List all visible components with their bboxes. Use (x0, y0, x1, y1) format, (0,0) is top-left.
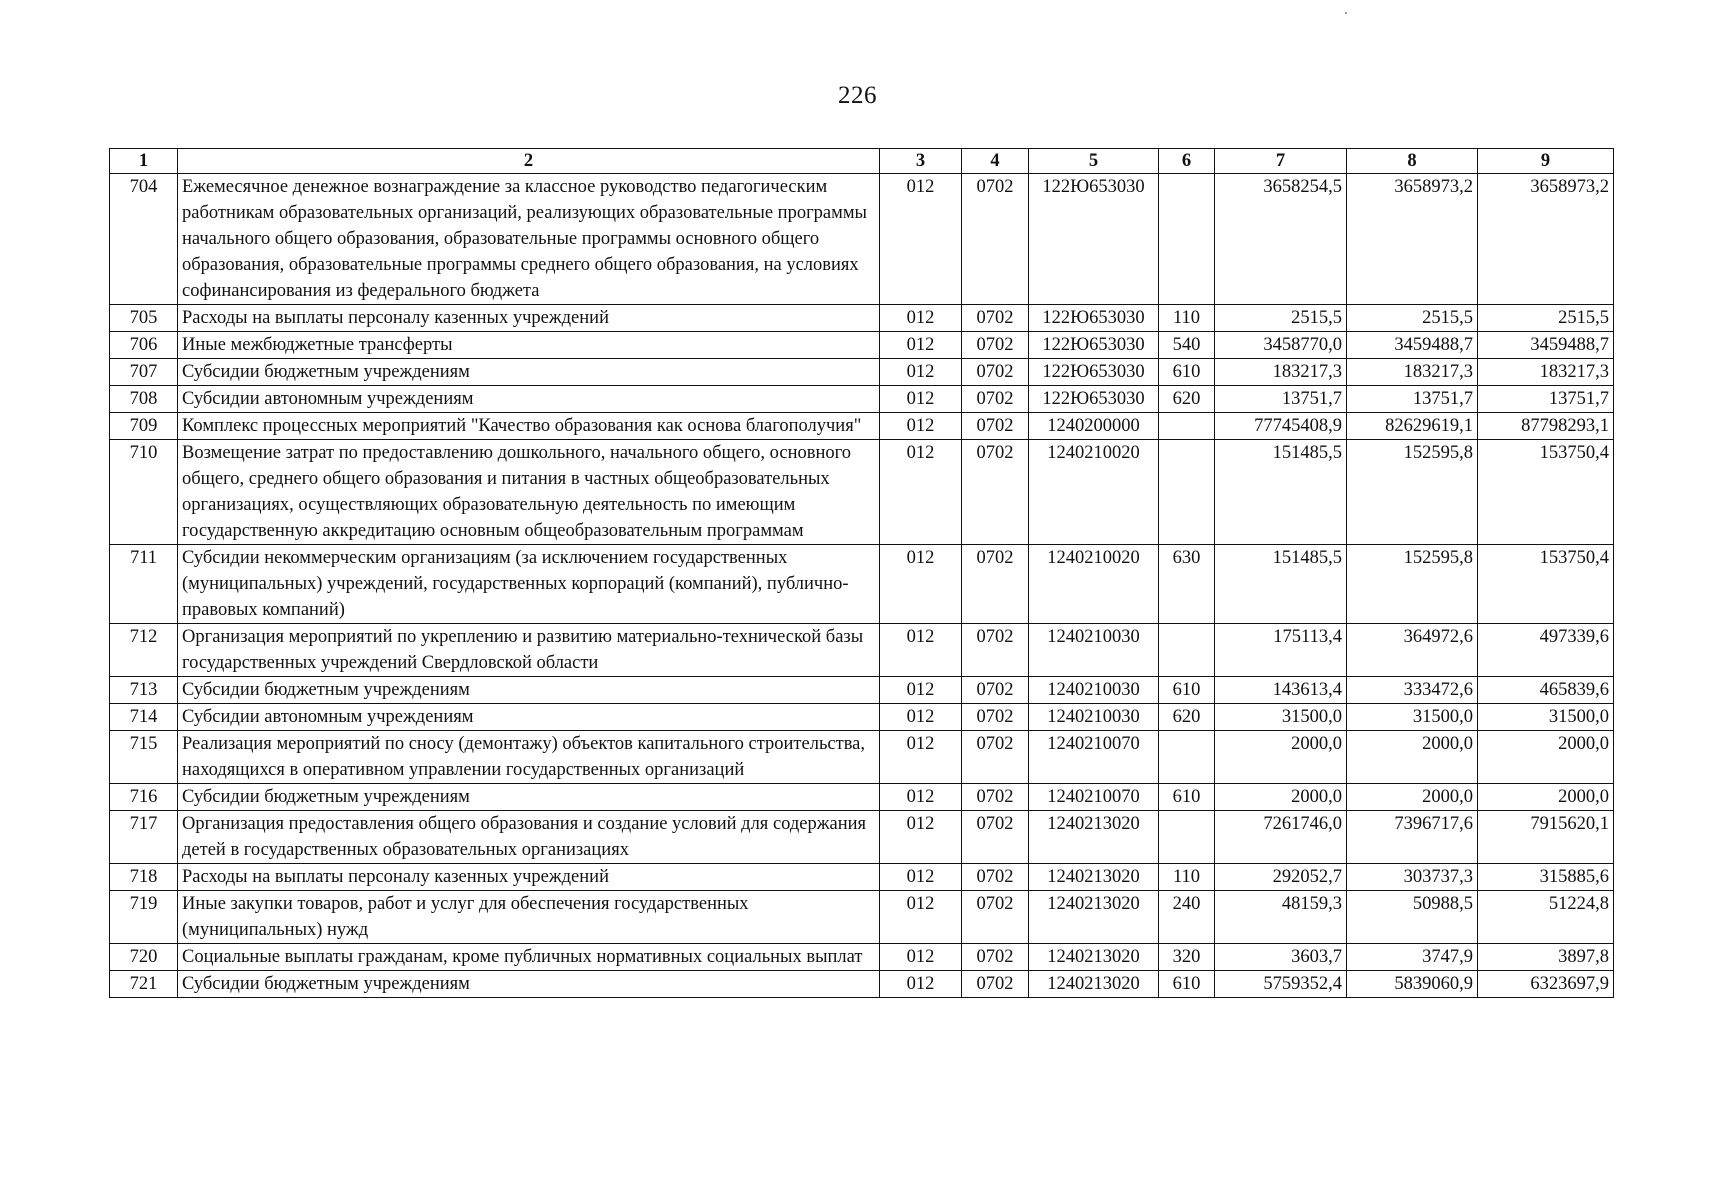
row-expense-type: 320 (1159, 944, 1215, 971)
row-number: 708 (110, 386, 178, 413)
row-amount-3: 13751,7 (1478, 386, 1614, 413)
row-amount-1: 5759352,4 (1215, 971, 1347, 998)
row-name: Ежемесячное денежное вознаграждение за классное руководство педагогическим работникам образовательных организаций, реализующих образовательные программы начального общего образования, образовательные программы основного общего образования, образовательные программы среднего общего образования, на условиях софинансирования из федерального бюджета (178, 174, 880, 305)
row-ministry-code: 012 (880, 359, 962, 386)
row-number: 713 (110, 677, 178, 704)
row-ministry-code: 012 (880, 624, 962, 677)
row-target-code: 1240213020 (1029, 864, 1159, 891)
row-amount-2: 7396717,6 (1347, 811, 1478, 864)
row-name: Субсидии бюджетным учреждениям (178, 971, 880, 998)
row-expense-type: 110 (1159, 305, 1215, 332)
table-row (110, 944, 1614, 971)
row-number: 709 (110, 413, 178, 440)
header-col-4: 4 (962, 149, 1029, 174)
row-amount-1: 13751,7 (1215, 386, 1347, 413)
row-target-code: 1240213020 (1029, 811, 1159, 864)
row-target-code: 1240210030 (1029, 704, 1159, 731)
row-section-code: 0702 (962, 811, 1029, 864)
row-target-code: 1240210070 (1029, 731, 1159, 784)
row-amount-3: 315885,6 (1478, 864, 1614, 891)
table-row (110, 784, 1614, 811)
row-amount-1: 151485,5 (1215, 440, 1347, 545)
row-amount-3: 51224,8 (1478, 891, 1614, 944)
row-expense-type: 630 (1159, 545, 1215, 624)
header-col-1: 1 (110, 149, 178, 174)
row-amount-2: 364972,6 (1347, 624, 1478, 677)
table-row (110, 305, 1614, 332)
table-row (110, 545, 1614, 624)
row-section-code: 0702 (962, 944, 1029, 971)
row-number: 710 (110, 440, 178, 545)
row-target-code: 1240213020 (1029, 971, 1159, 998)
row-number: 706 (110, 332, 178, 359)
row-ministry-code: 012 (880, 971, 962, 998)
row-target-code: 1240210030 (1029, 677, 1159, 704)
row-number: 705 (110, 305, 178, 332)
row-section-code: 0702 (962, 864, 1029, 891)
row-amount-2: 82629619,1 (1347, 413, 1478, 440)
row-amount-2: 152595,8 (1347, 440, 1478, 545)
table-row (110, 174, 1614, 305)
row-name: Субсидии некоммерческим организациям (за исключением государственных (муниципальных) учреждений, государственных корпораций (компаний), публично-правовых компаний) (178, 545, 880, 624)
table-row (110, 971, 1614, 998)
row-amount-3: 2000,0 (1478, 784, 1614, 811)
row-name: Субсидии автономным учреждениям (178, 704, 880, 731)
row-number: 715 (110, 731, 178, 784)
table-row (110, 332, 1614, 359)
row-expense-type: 610 (1159, 971, 1215, 998)
row-expense-type (1159, 811, 1215, 864)
row-number: 719 (110, 891, 178, 944)
row-section-code: 0702 (962, 545, 1029, 624)
header-col-8: 8 (1347, 149, 1478, 174)
row-ministry-code: 012 (880, 944, 962, 971)
row-number: 711 (110, 545, 178, 624)
row-target-code: 1240210070 (1029, 784, 1159, 811)
row-target-code: 122Ю653030 (1029, 174, 1159, 305)
row-amount-1: 183217,3 (1215, 359, 1347, 386)
row-expense-type (1159, 174, 1215, 305)
row-amount-2: 3747,9 (1347, 944, 1478, 971)
row-number: 704 (110, 174, 178, 305)
row-name: Возмещение затрат по предоставлению дошкольного, начального общего, основного общего, среднего общего образования и питания в частных общеобразовательных организациях, осуществляющих образовательную деятельность по имеющим государственную аккредитацию основным общеобразовательным программам (178, 440, 880, 545)
row-target-code: 122Ю653030 (1029, 386, 1159, 413)
row-amount-1: 3603,7 (1215, 944, 1347, 971)
row-expense-type: 610 (1159, 359, 1215, 386)
row-amount-3: 7915620,1 (1478, 811, 1614, 864)
row-expense-type: 240 (1159, 891, 1215, 944)
header-col-9: 9 (1478, 149, 1614, 174)
row-ministry-code: 012 (880, 677, 962, 704)
row-name: Субсидии бюджетным учреждениям (178, 359, 880, 386)
row-section-code: 0702 (962, 704, 1029, 731)
row-ministry-code: 012 (880, 413, 962, 440)
row-ministry-code: 012 (880, 784, 962, 811)
table-body (110, 174, 1614, 998)
row-ministry-code: 012 (880, 704, 962, 731)
row-target-code: 1240210020 (1029, 545, 1159, 624)
row-target-code: 122Ю653030 (1029, 332, 1159, 359)
row-section-code: 0702 (962, 174, 1029, 305)
row-target-code: 122Ю653030 (1029, 359, 1159, 386)
header-col-5: 5 (1029, 149, 1159, 174)
row-name: Иные закупки товаров, работ и услуг для обеспечения государственных (муниципальных) нужд (178, 891, 880, 944)
row-name: Субсидии бюджетным учреждениям (178, 677, 880, 704)
header-col-2: 2 (178, 149, 880, 174)
row-amount-3: 2000,0 (1478, 731, 1614, 784)
row-amount-1: 77745408,9 (1215, 413, 1347, 440)
row-ministry-code: 012 (880, 811, 962, 864)
row-section-code: 0702 (962, 971, 1029, 998)
row-name: Реализация мероприятий по сносу (демонтажу) объектов капитального строительства, находящихся в оперативном управлении государственных организаций (178, 731, 880, 784)
table-row (110, 677, 1614, 704)
row-number: 707 (110, 359, 178, 386)
row-amount-2: 5839060,9 (1347, 971, 1478, 998)
row-amount-2: 31500,0 (1347, 704, 1478, 731)
row-amount-1: 3458770,0 (1215, 332, 1347, 359)
row-amount-3: 2515,5 (1478, 305, 1614, 332)
row-section-code: 0702 (962, 784, 1029, 811)
table-row (110, 864, 1614, 891)
row-amount-2: 2000,0 (1347, 731, 1478, 784)
row-amount-3: 153750,4 (1478, 545, 1614, 624)
row-expense-type (1159, 624, 1215, 677)
row-amount-3: 153750,4 (1478, 440, 1614, 545)
row-amount-2: 3658973,2 (1347, 174, 1478, 305)
row-number: 717 (110, 811, 178, 864)
row-amount-2: 2000,0 (1347, 784, 1478, 811)
row-amount-1: 2515,5 (1215, 305, 1347, 332)
row-target-code: 1240213020 (1029, 944, 1159, 971)
row-section-code: 0702 (962, 386, 1029, 413)
table-row (110, 891, 1614, 944)
table-row (110, 704, 1614, 731)
row-section-code: 0702 (962, 359, 1029, 386)
scan-speck (1345, 12, 1347, 14)
row-section-code: 0702 (962, 891, 1029, 944)
row-amount-2: 303737,3 (1347, 864, 1478, 891)
row-expense-type: 620 (1159, 386, 1215, 413)
row-ministry-code: 012 (880, 545, 962, 624)
row-amount-3: 3658973,2 (1478, 174, 1614, 305)
table-row (110, 413, 1614, 440)
row-amount-2: 3459488,7 (1347, 332, 1478, 359)
budget-table (109, 148, 1614, 998)
row-amount-1: 292052,7 (1215, 864, 1347, 891)
row-expense-type (1159, 731, 1215, 784)
row-name: Расходы на выплаты персоналу казенных учреждений (178, 864, 880, 891)
row-section-code: 0702 (962, 413, 1029, 440)
row-section-code: 0702 (962, 731, 1029, 784)
row-name: Субсидии бюджетным учреждениям (178, 784, 880, 811)
row-name: Социальные выплаты гражданам, кроме публичных нормативных социальных выплат (178, 944, 880, 971)
row-amount-2: 13751,7 (1347, 386, 1478, 413)
row-name: Комплекс процессных мероприятий "Качество образования как основа благополучия" (178, 413, 880, 440)
table-header-row (110, 149, 1614, 174)
row-amount-2: 152595,8 (1347, 545, 1478, 624)
row-section-code: 0702 (962, 624, 1029, 677)
row-section-code: 0702 (962, 440, 1029, 545)
row-amount-1: 31500,0 (1215, 704, 1347, 731)
row-amount-2: 183217,3 (1347, 359, 1478, 386)
header-col-3: 3 (880, 149, 962, 174)
table-row (110, 440, 1614, 545)
row-amount-3: 465839,6 (1478, 677, 1614, 704)
row-amount-1: 2000,0 (1215, 731, 1347, 784)
row-amount-3: 87798293,1 (1478, 413, 1614, 440)
row-amount-1: 7261746,0 (1215, 811, 1347, 864)
row-target-code: 122Ю653030 (1029, 305, 1159, 332)
row-amount-2: 50988,5 (1347, 891, 1478, 944)
row-amount-3: 183217,3 (1478, 359, 1614, 386)
row-name: Расходы на выплаты персоналу казенных учреждений (178, 305, 880, 332)
row-expense-type: 610 (1159, 677, 1215, 704)
row-amount-3: 31500,0 (1478, 704, 1614, 731)
row-amount-2: 333472,6 (1347, 677, 1478, 704)
row-number: 721 (110, 971, 178, 998)
row-amount-1: 143613,4 (1215, 677, 1347, 704)
row-number: 720 (110, 944, 178, 971)
row-expense-type (1159, 413, 1215, 440)
row-amount-1: 175113,4 (1215, 624, 1347, 677)
row-ministry-code: 012 (880, 440, 962, 545)
row-section-code: 0702 (962, 305, 1029, 332)
row-amount-1: 151485,5 (1215, 545, 1347, 624)
row-name: Организация мероприятий по укреплению и развитию материально-технической базы государственных учреждений Свердловской области (178, 624, 880, 677)
row-name: Субсидии автономным учреждениям (178, 386, 880, 413)
header-col-6: 6 (1159, 149, 1215, 174)
row-target-code: 1240213020 (1029, 891, 1159, 944)
row-expense-type (1159, 440, 1215, 545)
row-target-code: 1240210030 (1029, 624, 1159, 677)
row-name: Иные межбюджетные трансферты (178, 332, 880, 359)
table-row (110, 624, 1614, 677)
row-section-code: 0702 (962, 332, 1029, 359)
row-target-code: 1240200000 (1029, 413, 1159, 440)
row-target-code: 1240210020 (1029, 440, 1159, 545)
row-amount-3: 3459488,7 (1478, 332, 1614, 359)
row-ministry-code: 012 (880, 332, 962, 359)
row-section-code: 0702 (962, 677, 1029, 704)
table-row (110, 359, 1614, 386)
table-row (110, 811, 1614, 864)
row-amount-2: 2515,5 (1347, 305, 1478, 332)
page-number: 226 (838, 82, 877, 109)
row-amount-3: 3897,8 (1478, 944, 1614, 971)
row-expense-type: 610 (1159, 784, 1215, 811)
header-col-7: 7 (1215, 149, 1347, 174)
row-ministry-code: 012 (880, 174, 962, 305)
row-name: Организация предоставления общего образования и создание условий для содержания детей в государственных образовательных организациях (178, 811, 880, 864)
row-expense-type: 540 (1159, 332, 1215, 359)
row-number: 716 (110, 784, 178, 811)
table-row (110, 731, 1614, 784)
row-ministry-code: 012 (880, 864, 962, 891)
row-amount-3: 497339,6 (1478, 624, 1614, 677)
row-ministry-code: 012 (880, 305, 962, 332)
row-amount-1: 48159,3 (1215, 891, 1347, 944)
row-number: 712 (110, 624, 178, 677)
row-expense-type: 620 (1159, 704, 1215, 731)
row-number: 714 (110, 704, 178, 731)
row-ministry-code: 012 (880, 891, 962, 944)
row-amount-1: 2000,0 (1215, 784, 1347, 811)
row-ministry-code: 012 (880, 731, 962, 784)
row-ministry-code: 012 (880, 386, 962, 413)
table-row (110, 386, 1614, 413)
row-expense-type: 110 (1159, 864, 1215, 891)
row-amount-3: 6323697,9 (1478, 971, 1614, 998)
row-amount-1: 3658254,5 (1215, 174, 1347, 305)
row-number: 718 (110, 864, 178, 891)
